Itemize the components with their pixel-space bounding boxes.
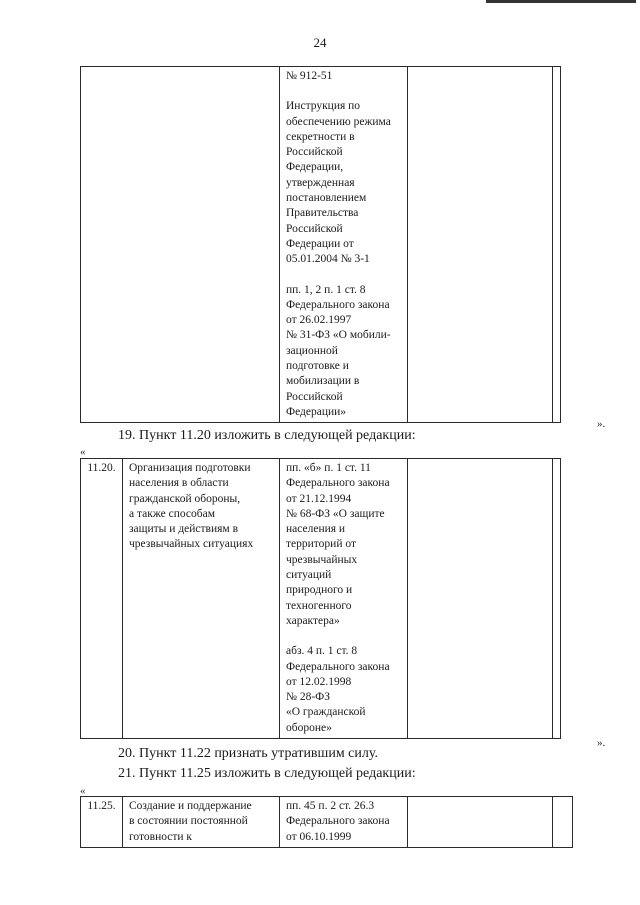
text-line: пп. 1, 2 п. 1 ст. 8 [286, 283, 366, 296]
item-number: 11.20. [81, 459, 123, 739]
item-number: 11.25. [81, 797, 123, 848]
text-line: Создание и поддержание [129, 800, 252, 812]
table-row [81, 797, 573, 848]
text-line: от 12.02.1998 [286, 675, 352, 688]
text-line: чрезвычайных [286, 553, 358, 566]
text-line: населения и [286, 523, 346, 536]
text-line: Федерации, [286, 161, 344, 174]
table-row [81, 459, 561, 739]
text-line: пп. «б» п. 1 ст. 11 [286, 462, 371, 474]
text-line: мобилизации в [286, 375, 360, 388]
text-line: № 68-ФЗ «О защите [286, 507, 385, 520]
table-cell-empty [553, 67, 561, 423]
text-line: утвержденная [286, 176, 355, 189]
text-line: абз. 4 п. 1 ст. 8 [286, 645, 358, 658]
text-line: Федерального закона [286, 815, 390, 828]
text-line: Российской [286, 390, 343, 403]
text-line: Российской [286, 222, 343, 235]
text-line: подготовке и [286, 360, 349, 373]
text-line: Федерации от [286, 237, 354, 250]
text-line: пп. 45 п. 2 ст. 26.3 [286, 800, 375, 812]
text-line: постановлением [286, 192, 367, 205]
table-cell-basis [280, 797, 408, 848]
text-line: от 06.10.1999 [286, 830, 352, 843]
text-line: 05.01.2004 № 3-1 [286, 253, 370, 266]
table-cell-description [123, 459, 280, 739]
table-cell-empty [553, 797, 573, 848]
text-line: Инструкция по [286, 100, 361, 113]
text-line: чрезвычайных ситуациях [129, 538, 254, 551]
table-cell-empty [81, 67, 280, 423]
text-line: Федерального закона [286, 660, 390, 673]
text-line: № 28-ФЗ [286, 691, 331, 704]
text-line: территорий от [286, 538, 356, 551]
text-line: Федерального закона [286, 298, 390, 311]
table-cell-empty [408, 797, 553, 848]
table-item-11-25 [80, 796, 573, 848]
text-line: Федерального закона [286, 477, 390, 490]
text-line: № 912-51 [286, 70, 333, 82]
table-row [81, 67, 561, 423]
text-line: Российской [286, 146, 343, 159]
text-line: населения в области [129, 477, 229, 490]
text-line: характера» [286, 614, 340, 627]
opening-quote: « [80, 785, 86, 797]
text-line: гражданской обороны, [129, 492, 241, 505]
text-line: от 26.02.1997 [286, 314, 352, 327]
table-item-11-20 [80, 458, 561, 739]
closing-quote: ». [597, 418, 606, 430]
table-cell-empty [553, 459, 561, 739]
text-line: Организация подготовки [129, 462, 251, 474]
text-line: зационной [286, 344, 338, 357]
page-number: 24 [313, 35, 327, 50]
table-cell-empty [408, 67, 553, 423]
text-line: Федерации» [286, 405, 347, 418]
text-line: от 21.12.1994 [286, 492, 352, 505]
closing-quote: ». [597, 737, 606, 749]
text-line: обороне» [286, 721, 332, 734]
text-line: ситуаций [286, 569, 332, 582]
text-line: Правительства [286, 207, 359, 220]
text-line: техногенного [286, 599, 352, 612]
text-line: а также способам [129, 507, 215, 520]
paragraph-20: 20. Пункт 11.22 признать утратившим силу. [118, 746, 378, 761]
scan-edge-mark [486, 0, 636, 3]
paragraph-19: 19. Пункт 11.20 изложить в следующей редакции: [118, 428, 416, 443]
table-continuation [80, 66, 561, 423]
table-cell-description [123, 797, 280, 848]
text-line: секретности в [286, 130, 355, 143]
text-line: природного и [286, 584, 353, 597]
table-cell-empty [408, 459, 553, 739]
text-line: защиты и действиям в [129, 523, 239, 536]
table-cell-basis [280, 67, 408, 423]
text-line: обеспечению режима [286, 115, 391, 128]
table-cell-basis [280, 459, 408, 739]
text-line: № 31-ФЗ «О мобили- [286, 329, 391, 342]
paragraph-21: 21. Пункт 11.25 изложить в следующей редакции: [118, 766, 416, 781]
text-line: готовности к [129, 830, 193, 843]
opening-quote: « [80, 446, 86, 458]
text-line: в состоянии постоянной [129, 815, 248, 828]
text-line: «О гражданской [286, 706, 366, 719]
